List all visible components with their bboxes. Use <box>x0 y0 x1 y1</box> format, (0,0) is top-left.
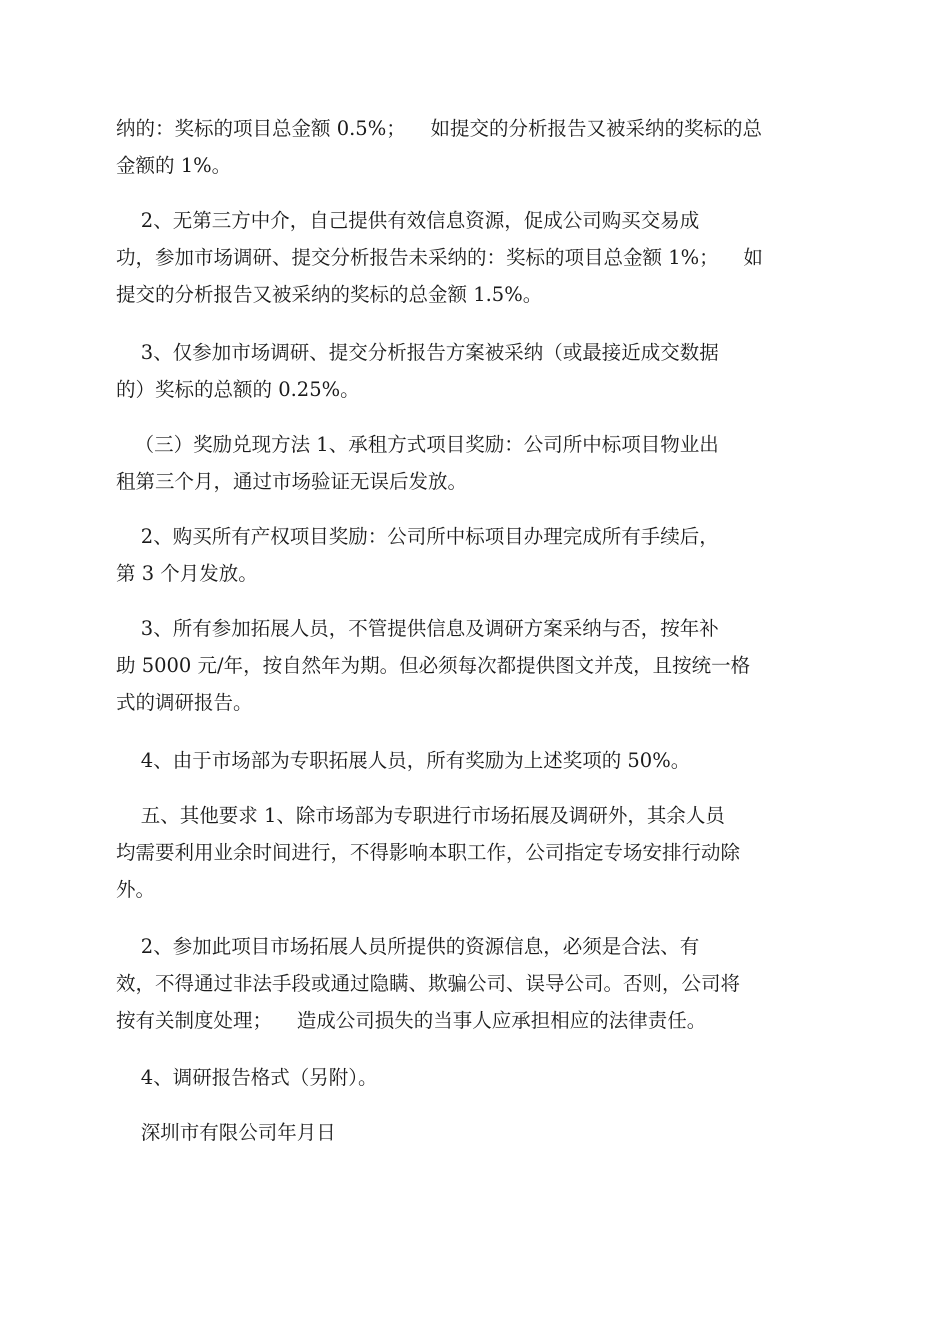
text-line: 助 5000 元/年，按自然年为期。但必须每次都提供图文并茂，且按统一格 <box>116 654 751 677</box>
text-line: 功，参加市场调研、提交分析报告未采纳的：奖标的项目总金额 1%； 如 <box>116 246 763 269</box>
text-line: 提交的分析报告又被采纳的奖标的总金额 1.5%。 <box>116 283 543 306</box>
paragraph-4 <box>116 426 840 500</box>
text-line: 3、所有参加拓展人员，不管提供信息及调研方案采纳与否，按年补 <box>116 617 719 640</box>
text-line: 纳的：奖标的项目总金额 0.5%； 如提交的分析报告又被采纳的奖标的总 <box>116 117 763 140</box>
text-line: 的）奖标的总额的 0.25%。 <box>116 378 360 401</box>
paragraph-1 <box>116 110 840 184</box>
text-line: 4、调研报告格式（另附）。 <box>116 1066 378 1089</box>
paragraph-10 <box>116 1059 840 1096</box>
text-line: 效，不得通过非法手段或通过隐瞒、欺骗公司、误导公司。否则，公司将 <box>116 972 741 995</box>
text-line: 按有关制度处理； 造成公司损失的当事人应承担相应的法律责任。 <box>116 1009 707 1032</box>
paragraph-2 <box>116 202 840 313</box>
text-line: 4、由于市场部为专职拓展人员，所有奖励为上述奖项的 50%。 <box>116 749 691 772</box>
text-line: 租第三个月，通过市场验证无误后发放。 <box>116 470 468 493</box>
text-line: 式的调研报告。 <box>116 691 253 714</box>
paragraph-8 <box>116 797 840 908</box>
text-line: 第 3 个月发放。 <box>116 562 258 585</box>
text-line: 外。 <box>116 878 156 901</box>
text-line: 2、购买所有产权项目奖励：公司所中标项目办理完成所有手续后， <box>116 525 719 548</box>
text-line: 2、无第三方中介，自己提供有效信息资源，促成公司购买交易成 <box>116 209 700 232</box>
text-line: 五、其他要求 1、除市场部为专职进行市场拓展及调研外，其余人员 <box>116 804 725 827</box>
signature-line <box>116 1114 840 1151</box>
text-line: 金额的 1%。 <box>116 154 232 177</box>
paragraph-3 <box>116 334 840 408</box>
text-line: 均需要利用业余时间进行，不得影响本职工作，公司指定专场安排行动除 <box>116 841 741 864</box>
paragraph-9 <box>116 928 840 1039</box>
paragraph-5 <box>116 518 840 592</box>
text-line: （三）奖励兑现方法 1、承租方式项目奖励：公司所中标项目物业出 <box>116 433 719 456</box>
paragraph-7 <box>116 742 840 779</box>
paragraph-6 <box>116 610 840 721</box>
text-line: 深圳市有限公司年月日 <box>116 1121 336 1144</box>
text-line: 3、仅参加市场调研、提交分析报告方案被采纳（或最接近成交数据 <box>116 341 719 364</box>
text-line: 2、参加此项目市场拓展人员所提供的资源信息，必须是合法、有 <box>116 935 700 958</box>
